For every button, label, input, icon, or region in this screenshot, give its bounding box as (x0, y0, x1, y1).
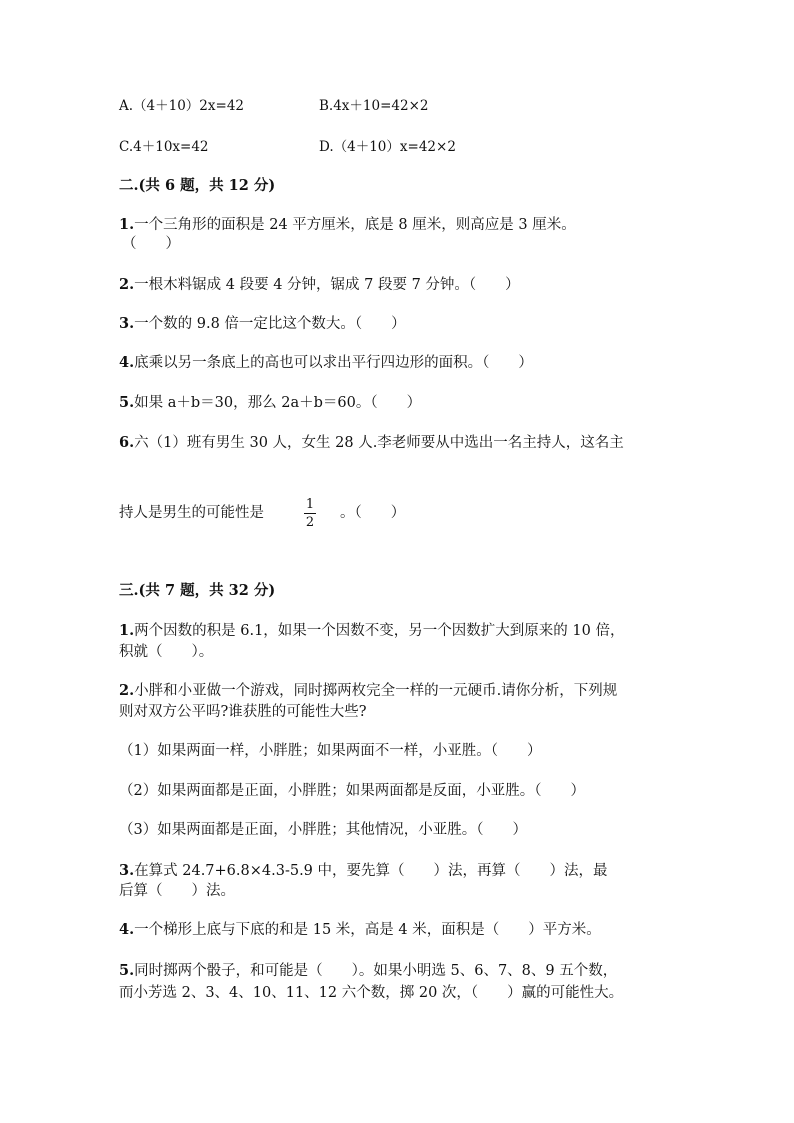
question-number: 3. (119, 862, 135, 879)
option-b: B.4x＋10=42×2 (319, 98, 429, 114)
question-text: 一个数的 9.8 倍一定比这个数大。（ ） (134, 316, 406, 332)
option-a: A.（4＋10）2x=42 (119, 98, 245, 114)
section-3-heading: 三.(共 7 题，共 32 分) (119, 582, 276, 599)
s3-question-2-sub-1: （1）如果两面一样，小胖胜；如果两面不一样，小亚胜。（ ） (119, 743, 542, 759)
question-text: 同时掷两个骰子，和可能是（ ）。如果小明选 5、6、7、8、9 五个数， (134, 963, 618, 979)
question-text: 底乘以另一条底上的高也可以求出平行四边形的面积。（ ） (134, 355, 533, 371)
question-number: 2. (119, 682, 135, 699)
question-text: 一个三角形的面积是 24 平方厘米，底是 8 厘米，则高应是 3 厘米。 (134, 217, 576, 233)
fraction-denominator: 2 (305, 515, 315, 530)
fraction-bar (304, 513, 316, 514)
s3-question-3 (119, 861, 608, 881)
section-2-heading: 二.(共 6 题，共 12 分) (119, 177, 276, 194)
s2-question-1 (119, 215, 576, 235)
option-c: C.4＋10x=42 (119, 139, 209, 155)
s2-question-6-tail: 。（ ） (340, 505, 406, 521)
question-number: 2. (119, 276, 135, 293)
s3-question-2-sub-3: （3）如果两面都是正面，小胖胜；其他情况，小亚胜。（ ） (119, 822, 527, 838)
question-text: 一个梯形上底与下底的和是 15 米，高是 4 米，面积是（ ）平方米。 (134, 922, 601, 938)
s2-question-2 (119, 275, 520, 295)
s2-question-4 (119, 353, 533, 373)
s3-question-1-line2: 积就（ ）。 (119, 644, 214, 660)
s3-question-2-sub-2: （2）如果两面都是正面，小胖胜；如果两面都是反面，小亚胜。（ ） (119, 783, 585, 799)
question-text: 如果 a＋b＝30，那么 2a＋b＝60。（ ） (134, 395, 422, 411)
question-number: 5. (119, 394, 135, 411)
s2-question-3 (119, 314, 406, 334)
option-d: D.（4＋10）x=42×2 (319, 139, 456, 155)
s3-question-2-line2: 则对双方公平吗?谁获胜的可能性大些? (119, 704, 367, 720)
fraction-numerator: 1 (305, 497, 315, 512)
s2-question-6 (119, 433, 624, 453)
question-number: 1. (119, 216, 135, 233)
s3-question-3-line2: 后算（ ）法。 (119, 883, 235, 899)
question-text: 六（1）班有男生 30 人，女生 28 人.李老师要从中选出一名主持人，这名主 (134, 435, 624, 451)
question-number: 3. (119, 315, 135, 332)
s2-question-5 (119, 393, 421, 413)
s3-question-5 (119, 961, 617, 981)
fraction-one-half (302, 497, 318, 530)
question-number: 4. (119, 354, 135, 371)
question-number: 1. (119, 622, 135, 639)
question-text: 一根木料锯成 4 段要 4 分钟，锯成 7 段要 7 分钟。（ ） (134, 277, 520, 293)
s3-question-4 (119, 920, 601, 940)
question-number: 4. (119, 921, 135, 938)
s3-question-1 (119, 621, 624, 641)
s2-question-1-blank: （ ） (122, 236, 180, 252)
question-number: 5. (119, 962, 135, 979)
s3-question-2 (119, 681, 617, 701)
s3-question-5-line2: 而小芳选 2、3、4、10、11、12 六个数，掷 20 次，（ ）赢的可能性大。 (119, 985, 624, 1001)
question-number: 6. (119, 434, 135, 451)
question-text: 两个因数的积是 6.1，如果一个因数不变，另一个因数扩大到原来的 10 倍， (134, 623, 625, 639)
question-text: 小胖和小亚做一个游戏，同时掷两枚完全一样的一元硬币.请你分析，下列规 (134, 683, 618, 699)
s2-question-6-line2: 持人是男生的可能性是 (119, 505, 264, 521)
question-text: 在算式 24.7+6.8×4.3-5.9 中，要先算（ ）法，再算（ ）法，最 (134, 863, 608, 879)
